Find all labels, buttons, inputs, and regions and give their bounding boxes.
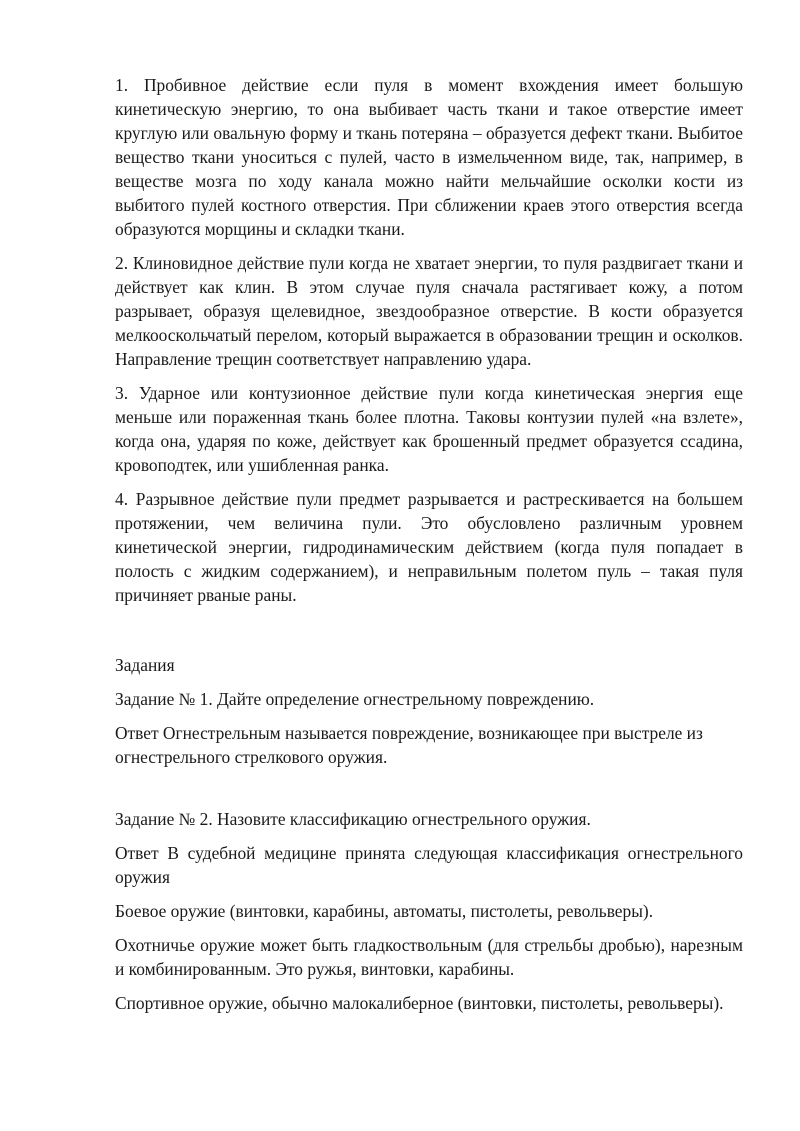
document-body: [115, 73, 743, 1025]
task1-question: Задание № 1. Дайте определение огнестрельному повреждению.: [115, 689, 595, 709]
task2-question: Задание № 2. Назовите классификацию огнестрельного оружия.: [115, 809, 591, 829]
weapon-class-sport: Спортивное оружие, обычно малокалиберное (винтовки, пистолеты, револьверы).: [115, 993, 724, 1013]
spacer: [115, 779, 743, 807]
tasks-heading: Задания: [115, 655, 175, 675]
paragraph-piercing-action: 1. Пробивное действие если пуля в момент вхождения имеет большую кинетическую энергию, то она выбивает часть ткани и такое отверстие имеет круглую или овальную форму и ткань потеряна – образуется дефект ткани. Выбитое вещество ткани уноситься с пулей, часто в измельченном виде, так, например, в веществе мозга по ходу канала можно найти мельчайшие осколки кости из выбитого пулей костного отверстия. При сближении краев этого отверстия всегда образуются морщины и складки ткани.: [115, 75, 743, 239]
task2-answer: Ответ В судебной медицине принята следующая классификация огнестрельного оружия: [115, 843, 743, 887]
paragraph-wedge-action: 2. Клиновидное действие пули когда не хватает энергии, то пуля раздвигает ткани и действует как клин. В этом случае пуля сначала растягивает кожу, а потом разрывает, образуя щелевидное, звездообразное отверстие. В кости образуется мелкооскольчатый перелом, который выражается в образовании трещин и осколков. Направление трещин соответствует направлению удара.: [115, 253, 743, 369]
weapon-class-hunting: Охотничье оружие может быть гладкоствольным (для стрельбы дробью), нарезным и комбинированным. Это ружья, винтовки, карабины.: [115, 935, 743, 979]
paragraph-explosive-action: 4. Разрывное действие пули предмет разрывается и растрескивается на большем протяжении, чем величина пули. Это обусловлено различным уровнем кинетической энергии, гидродинамическим действием (когда пуля попадает в полость с жидким содержанием), и неправильным полетом пуль – такая пуля причиняет рваные раны.: [115, 489, 743, 605]
task1-answer: Ответ Огнестрельным называется повреждение, возникающее при выстреле из огнестрельного стрелкового оружия.: [115, 723, 703, 767]
weapon-class-combat: Боевое оружие (винтовки, карабины, автоматы, пистолеты, револьверы).: [115, 901, 654, 921]
spacer: [115, 617, 743, 653]
paragraph-contusion-action: 3. Ударное или контузионное действие пули когда кинетическая энергия еще меньше или пораженная ткань более плотна. Таковы контузии пулей «на взлете», когда она, ударяя по коже, действует как брошенный предмет образуется ссадина, кровоподтек, или ушибленная ранка.: [115, 383, 743, 475]
